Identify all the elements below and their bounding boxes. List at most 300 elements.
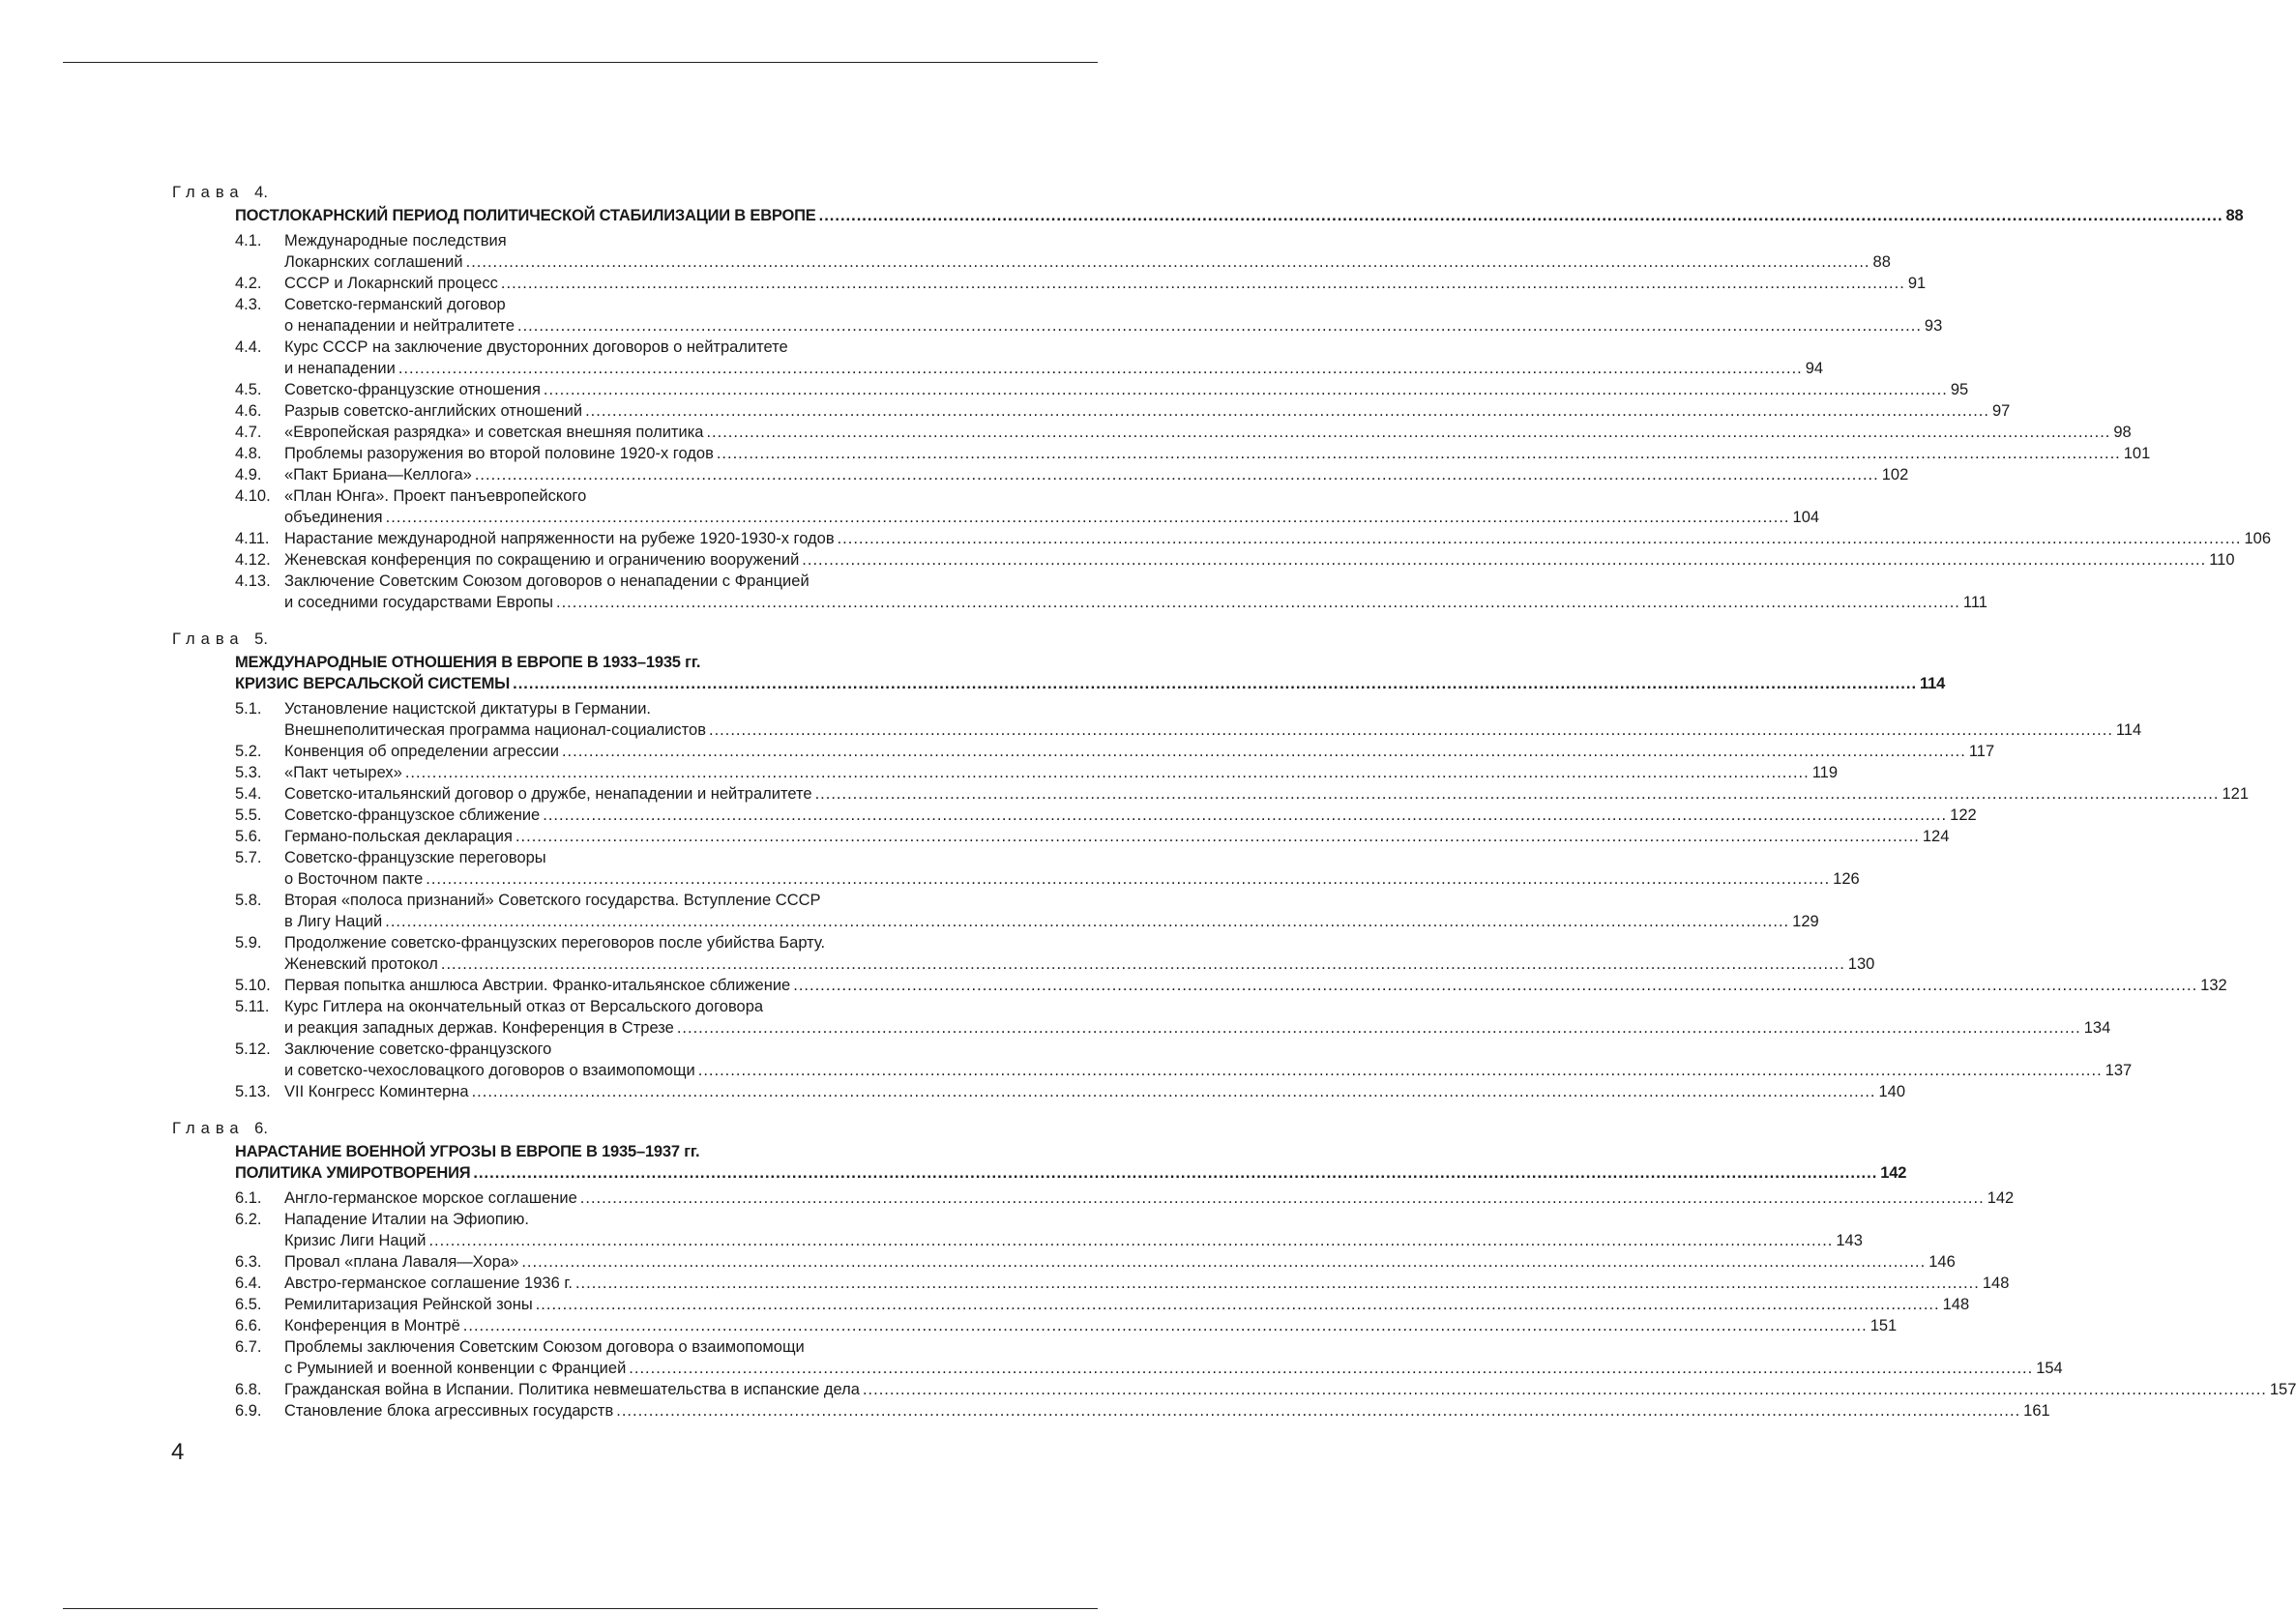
- entry-number: 4.3.: [235, 296, 262, 313]
- entry-body: [284, 1273, 2010, 1294]
- entry-body: [284, 549, 2235, 571]
- leader-dots: [513, 673, 1917, 694]
- entry-text: и соседними государствами Европы: [284, 594, 553, 611]
- page-ref: 94: [1805, 360, 1824, 377]
- chapter-number: 6.: [254, 1120, 268, 1137]
- entry-line: [284, 868, 1860, 890]
- toc-entry: [235, 464, 1909, 485]
- page-ref: 129: [1792, 913, 1819, 930]
- entry-text: МЕЖДУНАРОДНЫЕ ОТНОШЕНИЯ В ЕВРОПЕ В 1933–1935 гг.: [235, 654, 701, 671]
- entry-text: Международные последствия: [284, 232, 507, 249]
- chapter-label: [172, 182, 985, 203]
- toc-entry: [235, 783, 2249, 805]
- toc-entry: [235, 826, 1950, 847]
- toc-entry: [235, 379, 1969, 400]
- leader-dots: [472, 1081, 1876, 1102]
- entry-line: [284, 358, 1824, 379]
- toc-entry: [235, 528, 2272, 549]
- leader-dots: [543, 805, 1947, 826]
- entry-line: [284, 507, 1820, 528]
- entry-body: [284, 996, 2111, 1039]
- leader-dots: [536, 1294, 1940, 1315]
- entry-line: [284, 783, 2249, 805]
- entry-line: [284, 549, 2235, 571]
- leader-dots: [521, 1251, 1926, 1273]
- entry-body: [284, 762, 1839, 783]
- entry-text: Продолжение советско-французских переговоров после убийства Барту.: [284, 934, 826, 952]
- entry-text: объединения: [284, 509, 383, 526]
- toc-entry: [235, 1187, 2015, 1209]
- entry-line: [284, 1315, 1898, 1336]
- entry-number: 5.6.: [235, 828, 262, 845]
- page-ref: 91: [1907, 275, 1927, 292]
- toc-entry: [235, 890, 1819, 932]
- toc-entry: [235, 337, 1824, 379]
- entry-body: [284, 379, 1969, 400]
- page-ref: 88: [2225, 207, 2244, 224]
- entry-text: Разрыв советско-английских отношений: [284, 402, 583, 420]
- entry-line: [284, 1017, 2111, 1039]
- chapter-section: [172, 1118, 2296, 1421]
- entry-number: 4.6.: [235, 402, 262, 420]
- entry-text: Нарастание международной напряженности на рубеже 1920-1930-х годов: [284, 530, 835, 547]
- top-rule: [63, 62, 1098, 63]
- entry-line: [284, 528, 2272, 549]
- page-ref: 146: [1928, 1253, 1956, 1271]
- entry-number: 6.6.: [235, 1317, 262, 1334]
- entry-text: Женевский протокол: [284, 955, 438, 973]
- leader-dots: [802, 549, 2206, 571]
- entry-body: [284, 932, 1875, 975]
- entry-line: [284, 1294, 1970, 1315]
- chapter-section: [172, 182, 2272, 613]
- entry-line: [284, 592, 1987, 613]
- entry-text: Локарнских соглашений: [284, 253, 463, 271]
- leader-dots: [426, 868, 1830, 890]
- entry-body: [284, 230, 1891, 273]
- entry-line: [284, 1230, 1863, 1251]
- entry-number: 4.10.: [235, 487, 271, 505]
- entry-number: 5.5.: [235, 806, 262, 824]
- page-ref: 148: [1982, 1275, 2010, 1292]
- entry-number: 5.8.: [235, 892, 262, 909]
- entry-number: 5.9.: [235, 934, 262, 952]
- entry-number: 4.1.: [235, 232, 262, 249]
- entry-number: 6.9.: [235, 1402, 262, 1420]
- toc-entry: [235, 230, 1891, 273]
- page-ref: 121: [2222, 785, 2249, 803]
- entry-line: [284, 443, 2151, 464]
- leader-dots: [616, 1400, 2020, 1421]
- leader-dots: [386, 507, 1790, 528]
- page-number: 4: [171, 1439, 185, 1465]
- entry-list: [172, 230, 2272, 613]
- entry-body: [284, 783, 2249, 805]
- entry-body: [284, 741, 1995, 762]
- entry-list: [172, 1187, 2296, 1421]
- entry-text: «Пакт четырех»: [284, 764, 402, 781]
- page-ref: 111: [1962, 594, 1987, 611]
- entry-body: [284, 400, 2011, 422]
- entry-number: 6.5.: [235, 1296, 262, 1313]
- entry-line: [284, 762, 1839, 783]
- toc-entry: [235, 571, 1987, 613]
- entry-number: 6.4.: [235, 1275, 262, 1292]
- leader-dots: [706, 422, 2110, 443]
- chapter-word: Глава: [172, 630, 245, 648]
- entry-text: Кризис Лиги Наций: [284, 1232, 427, 1249]
- leader-dots: [428, 1230, 1833, 1251]
- entry-number: 4.13.: [235, 572, 271, 590]
- entry-line: [284, 1081, 1906, 1102]
- entry-text: «Пакт Бриана—Келлога»: [284, 466, 472, 484]
- entry-text: ПОСТЛОКАРНСКИЙ ПЕРИОД ПОЛИТИЧЕСКОЙ СТАБИЛИЗАЦИИ В ЕВРОПЕ: [235, 207, 816, 224]
- leader-dots: [585, 400, 1989, 422]
- entry-line: [284, 337, 985, 358]
- entry-line: [284, 251, 1891, 273]
- entry-line: [284, 485, 985, 507]
- entry-body: [284, 975, 2227, 996]
- page-ref: 143: [1836, 1232, 1863, 1249]
- entry-body: [284, 826, 1950, 847]
- entry-line: [235, 652, 985, 673]
- entry-list: [172, 698, 2249, 1102]
- page-ref: 101: [2123, 445, 2151, 462]
- entry-body: [284, 805, 1977, 826]
- chapter-title: [235, 1141, 1907, 1184]
- chapter-title: [235, 652, 1946, 694]
- page-ref: 93: [1924, 317, 1943, 335]
- toc-entry: [235, 400, 2011, 422]
- entry-body: [284, 273, 1927, 294]
- leader-dots: [441, 953, 1845, 975]
- entry-text: Гражданская война в Испании. Политика невмешательства в испанские дела: [284, 1381, 860, 1398]
- entry-line: [284, 1251, 1956, 1273]
- toc-entry: [235, 443, 2151, 464]
- entry-number: 5.1.: [235, 700, 262, 718]
- bottom-rule: [63, 1608, 1098, 1609]
- page-ref: 114: [2115, 721, 2142, 739]
- leader-dots: [815, 783, 2220, 805]
- toc-entry: [235, 1400, 2050, 1421]
- entry-line: [284, 911, 1819, 932]
- entry-text: Австро-германское соглашение 1936 г.: [284, 1275, 573, 1292]
- entry-text: Проблемы разоружения во второй половине 1920-х годов: [284, 445, 714, 462]
- entry-body: [284, 1400, 2050, 1421]
- entry-text: Советско-итальянский договор о дружбе, ненападении и нейтралитете: [284, 785, 812, 803]
- entry-line: [235, 1162, 1907, 1184]
- leader-dots: [677, 1017, 2081, 1039]
- toc-entry: [235, 805, 1977, 826]
- leader-dots: [473, 1162, 1877, 1184]
- toc-entry: [235, 549, 2235, 571]
- leader-dots: [698, 1060, 2103, 1081]
- page-ref: 142: [1987, 1189, 2015, 1207]
- entry-number: 6.2.: [235, 1211, 262, 1228]
- entry-body: [284, 337, 1824, 379]
- chapter-number: 4.: [254, 184, 268, 201]
- entry-body: [284, 1379, 2296, 1400]
- entry-text: Заключение советско-французского: [284, 1040, 552, 1058]
- page-ref: 114: [1920, 675, 1946, 692]
- entry-text: VII Конгресс Коминтерна: [284, 1083, 469, 1100]
- entry-text: КРИЗИС ВЕРСАЛЬСКОЙ СИСТЕМЫ: [235, 675, 511, 692]
- page-ref: 140: [1878, 1083, 1906, 1100]
- page-ref: 126: [1833, 870, 1860, 888]
- leader-dots: [717, 443, 2121, 464]
- entry-body: [284, 1251, 1956, 1273]
- page-ref: 142: [1880, 1164, 1907, 1182]
- page-ref: 88: [1872, 253, 1891, 271]
- leader-dots: [629, 1358, 2033, 1379]
- entry-line: [284, 1379, 2296, 1400]
- entry-body: [284, 847, 1860, 890]
- entry-line: [284, 975, 2227, 996]
- entry-text: Советско-французские отношения: [284, 381, 541, 398]
- chapter-section: [172, 629, 2249, 1102]
- leader-dots: [398, 358, 1803, 379]
- entry-text: о ненападении и нейтралитете: [284, 317, 515, 335]
- entry-text: Становление блока агрессивных государств: [284, 1402, 614, 1420]
- leader-dots: [709, 719, 2113, 741]
- page-ref: 104: [1792, 509, 1820, 526]
- entry-number: 5.4.: [235, 785, 262, 803]
- chapter-word: Глава: [172, 184, 245, 201]
- entry-text: в Лигу Наций: [284, 913, 383, 930]
- toc-entry: [235, 1273, 2010, 1294]
- entry-text: Нападение Италии на Эфиопию.: [284, 1211, 529, 1228]
- entry-line: [284, 932, 985, 953]
- toc-entry: [235, 1315, 1898, 1336]
- chapter-title: [235, 205, 2244, 226]
- toc-entry: [235, 1039, 2133, 1081]
- table-of-contents: [172, 182, 2296, 1437]
- leader-dots: [544, 379, 1948, 400]
- toc-entry: [235, 1081, 1906, 1102]
- entry-text: СССР и Локарнский процесс: [284, 275, 498, 292]
- entry-text: о Восточном пакте: [284, 870, 424, 888]
- entry-body: [284, 464, 1909, 485]
- entry-number: 4.7.: [235, 424, 262, 441]
- entry-line: [284, 422, 2132, 443]
- entry-text: Англо-германское морское соглашение: [284, 1189, 577, 1207]
- entry-body: [284, 1187, 2015, 1209]
- entry-number: 4.12.: [235, 551, 271, 569]
- toc-entry: [235, 1251, 1956, 1273]
- page-ref: 102: [1881, 466, 1909, 484]
- entry-number: 6.8.: [235, 1381, 262, 1398]
- entry-body: [284, 485, 1820, 528]
- leader-dots: [405, 762, 1810, 783]
- page-ref: 132: [2200, 977, 2227, 994]
- leader-dots: [463, 1315, 1868, 1336]
- entry-number: 6.7.: [235, 1338, 262, 1356]
- entry-number: 5.11.: [235, 998, 270, 1015]
- entry-line: [284, 1187, 2015, 1209]
- page-ref: 161: [2023, 1402, 2050, 1420]
- entry-line: [284, 315, 1943, 337]
- entry-line: [284, 294, 985, 315]
- entry-line: [284, 1060, 2133, 1081]
- entry-text: Конференция в Монтрё: [284, 1317, 460, 1334]
- entry-line: [284, 1039, 985, 1060]
- leader-dots: [501, 273, 1905, 294]
- entry-line: [284, 826, 1950, 847]
- entry-text: Провал «плана Лаваля—Хора»: [284, 1253, 519, 1271]
- entry-body: [284, 443, 2151, 464]
- entry-body: [284, 1315, 1898, 1336]
- toc-entry: [235, 273, 1927, 294]
- entry-body: [284, 890, 1819, 932]
- entry-text: и реакция западных держав. Конференция в Стрезе: [284, 1019, 674, 1037]
- entry-text: Советско-французские переговоры: [284, 849, 546, 866]
- page-ref: 119: [1811, 764, 1839, 781]
- entry-number: 4.8.: [235, 445, 262, 462]
- entry-number: 4.5.: [235, 381, 262, 398]
- entry-text: Ремилитаризация Рейнской зоны: [284, 1296, 533, 1313]
- entry-body: [284, 1081, 1906, 1102]
- entry-text: Советско-французское сближение: [284, 806, 541, 824]
- page-ref: 95: [1950, 381, 1969, 398]
- entry-text: «Европейская разрядка» и советская внешняя политика: [284, 424, 704, 441]
- page-ref: 97: [1991, 402, 2011, 420]
- toc-entry: [235, 932, 1875, 975]
- toc-entry: [235, 1336, 2063, 1379]
- toc-entry: [235, 847, 1860, 890]
- page-ref: 98: [2113, 424, 2132, 441]
- chapter-label: [172, 629, 985, 650]
- entry-line: [284, 571, 985, 592]
- entry-line: [284, 230, 985, 251]
- entry-number: 6.1.: [235, 1189, 262, 1207]
- leader-dots: [580, 1187, 1985, 1209]
- entry-text: Первая попытка аншлюса Австрии. Франко-итальянское сближение: [284, 977, 791, 994]
- entry-body: [284, 1209, 1863, 1251]
- entry-line: [284, 953, 1875, 975]
- entry-number: 5.10.: [235, 977, 271, 994]
- leader-dots: [575, 1273, 1980, 1294]
- entry-text: НАРАСТАНИЕ ВОЕННОЙ УГРОЗЫ В ЕВРОПЕ В 1935–1937 гг.: [235, 1143, 700, 1160]
- toc-entry: [235, 294, 1943, 337]
- entry-text: Германо-польская декларация: [284, 828, 513, 845]
- entry-text: Курс СССР на заключение двусторонних договоров о нейтралитете: [284, 338, 788, 356]
- entry-number: 6.3.: [235, 1253, 262, 1271]
- entry-body: [284, 1294, 1970, 1315]
- entry-text: Курс Гитлера на окончательный отказ от Версальского договора: [284, 998, 764, 1015]
- page-ref: 106: [2244, 530, 2272, 547]
- page-ref: 137: [2105, 1062, 2133, 1079]
- entry-text: Вторая «полоса признаний» Советского государства. Вступление СССР: [284, 892, 821, 909]
- entry-text: Проблемы заключения Советским Союзом договора о взаимопомощи: [284, 1338, 805, 1356]
- toc-entry: [235, 975, 2227, 996]
- leader-dots: [515, 826, 1920, 847]
- entry-text: и советско-чехословацкого договоров о взаимопомощи: [284, 1062, 695, 1079]
- entry-text: Женевская конференция по сокращению и ограничению вооружений: [284, 551, 800, 569]
- toc-entry: [235, 422, 2132, 443]
- entry-body: [284, 571, 1987, 613]
- entry-line: [284, 1209, 985, 1230]
- leader-dots: [863, 1379, 2267, 1400]
- entry-line: [284, 805, 1977, 826]
- entry-line: [284, 996, 985, 1017]
- entry-line: [284, 719, 2142, 741]
- entry-text: Внешнеполитическая программа национал-социалистов: [284, 721, 707, 739]
- entry-line: [284, 1358, 2063, 1379]
- entry-line: [284, 400, 2011, 422]
- entry-line: [235, 205, 2244, 226]
- entry-line: [284, 1336, 985, 1358]
- entry-body: [284, 422, 2132, 443]
- page-ref: 148: [1942, 1296, 1970, 1313]
- page-ref: 122: [1950, 806, 1977, 824]
- entry-line: [235, 1141, 985, 1162]
- toc-entry: [235, 485, 1820, 528]
- leader-dots: [793, 975, 2197, 996]
- page-ref: 130: [1847, 955, 1875, 973]
- entry-text: «План Юнга». Проект панъевропейского: [284, 487, 587, 505]
- entry-line: [284, 464, 1909, 485]
- toc-entry: [235, 1379, 2296, 1400]
- entry-line: [284, 1400, 2050, 1421]
- page-ref: 157: [2269, 1381, 2296, 1398]
- chapter-label: [172, 1118, 985, 1139]
- entry-body: [284, 528, 2272, 549]
- entry-line: [284, 890, 985, 911]
- chapter-word: Глава: [172, 1120, 245, 1137]
- page-ref: 110: [2209, 551, 2235, 569]
- toc-entry: [235, 762, 1839, 783]
- page-ref: 134: [2083, 1019, 2111, 1037]
- leader-dots: [819, 205, 2223, 226]
- leader-dots: [385, 911, 1789, 932]
- leader-dots: [838, 528, 2242, 549]
- entry-text: Установление нацистской диктатуры в Германии.: [284, 700, 652, 718]
- entry-number: 5.2.: [235, 743, 262, 760]
- leader-dots: [466, 251, 1870, 273]
- entry-number: 5.13.: [235, 1083, 271, 1100]
- entry-text: и ненападении: [284, 360, 396, 377]
- entry-line: [284, 273, 1927, 294]
- toc-entry: [235, 741, 1995, 762]
- leader-dots: [475, 464, 1879, 485]
- leader-dots: [562, 741, 1966, 762]
- entry-body: [284, 1039, 2133, 1081]
- leader-dots: [556, 592, 1960, 613]
- entry-line: [284, 741, 1995, 762]
- entry-line: [284, 1273, 2010, 1294]
- toc-entry: [235, 1294, 1970, 1315]
- entry-text: ПОЛИТИКА УМИРОТВОРЕНИЯ: [235, 1164, 471, 1182]
- entry-number: 4.4.: [235, 338, 262, 356]
- entry-line: [284, 379, 1969, 400]
- page-ref: 154: [2036, 1360, 2063, 1377]
- entry-body: [284, 294, 1943, 337]
- entry-body: [284, 1336, 2063, 1379]
- entry-number: 4.11.: [235, 530, 270, 547]
- entry-number: 5.12.: [235, 1040, 271, 1058]
- entry-text: Советско-германский договор: [284, 296, 506, 313]
- entry-text: Конвенция об определении агрессии: [284, 743, 559, 760]
- entry-text: с Румынией и военной конвенции с Францией: [284, 1360, 627, 1377]
- entry-number: 5.3.: [235, 764, 262, 781]
- toc-entry: [235, 1209, 1863, 1251]
- entry-text: Заключение Советским Союзом договоров о ненападении с Францией: [284, 572, 809, 590]
- chapter-number: 5.: [254, 630, 268, 648]
- toc-entry: [235, 698, 2142, 741]
- toc-entry: [235, 996, 2111, 1039]
- entry-number: 5.7.: [235, 849, 262, 866]
- entry-number: 4.2.: [235, 275, 262, 292]
